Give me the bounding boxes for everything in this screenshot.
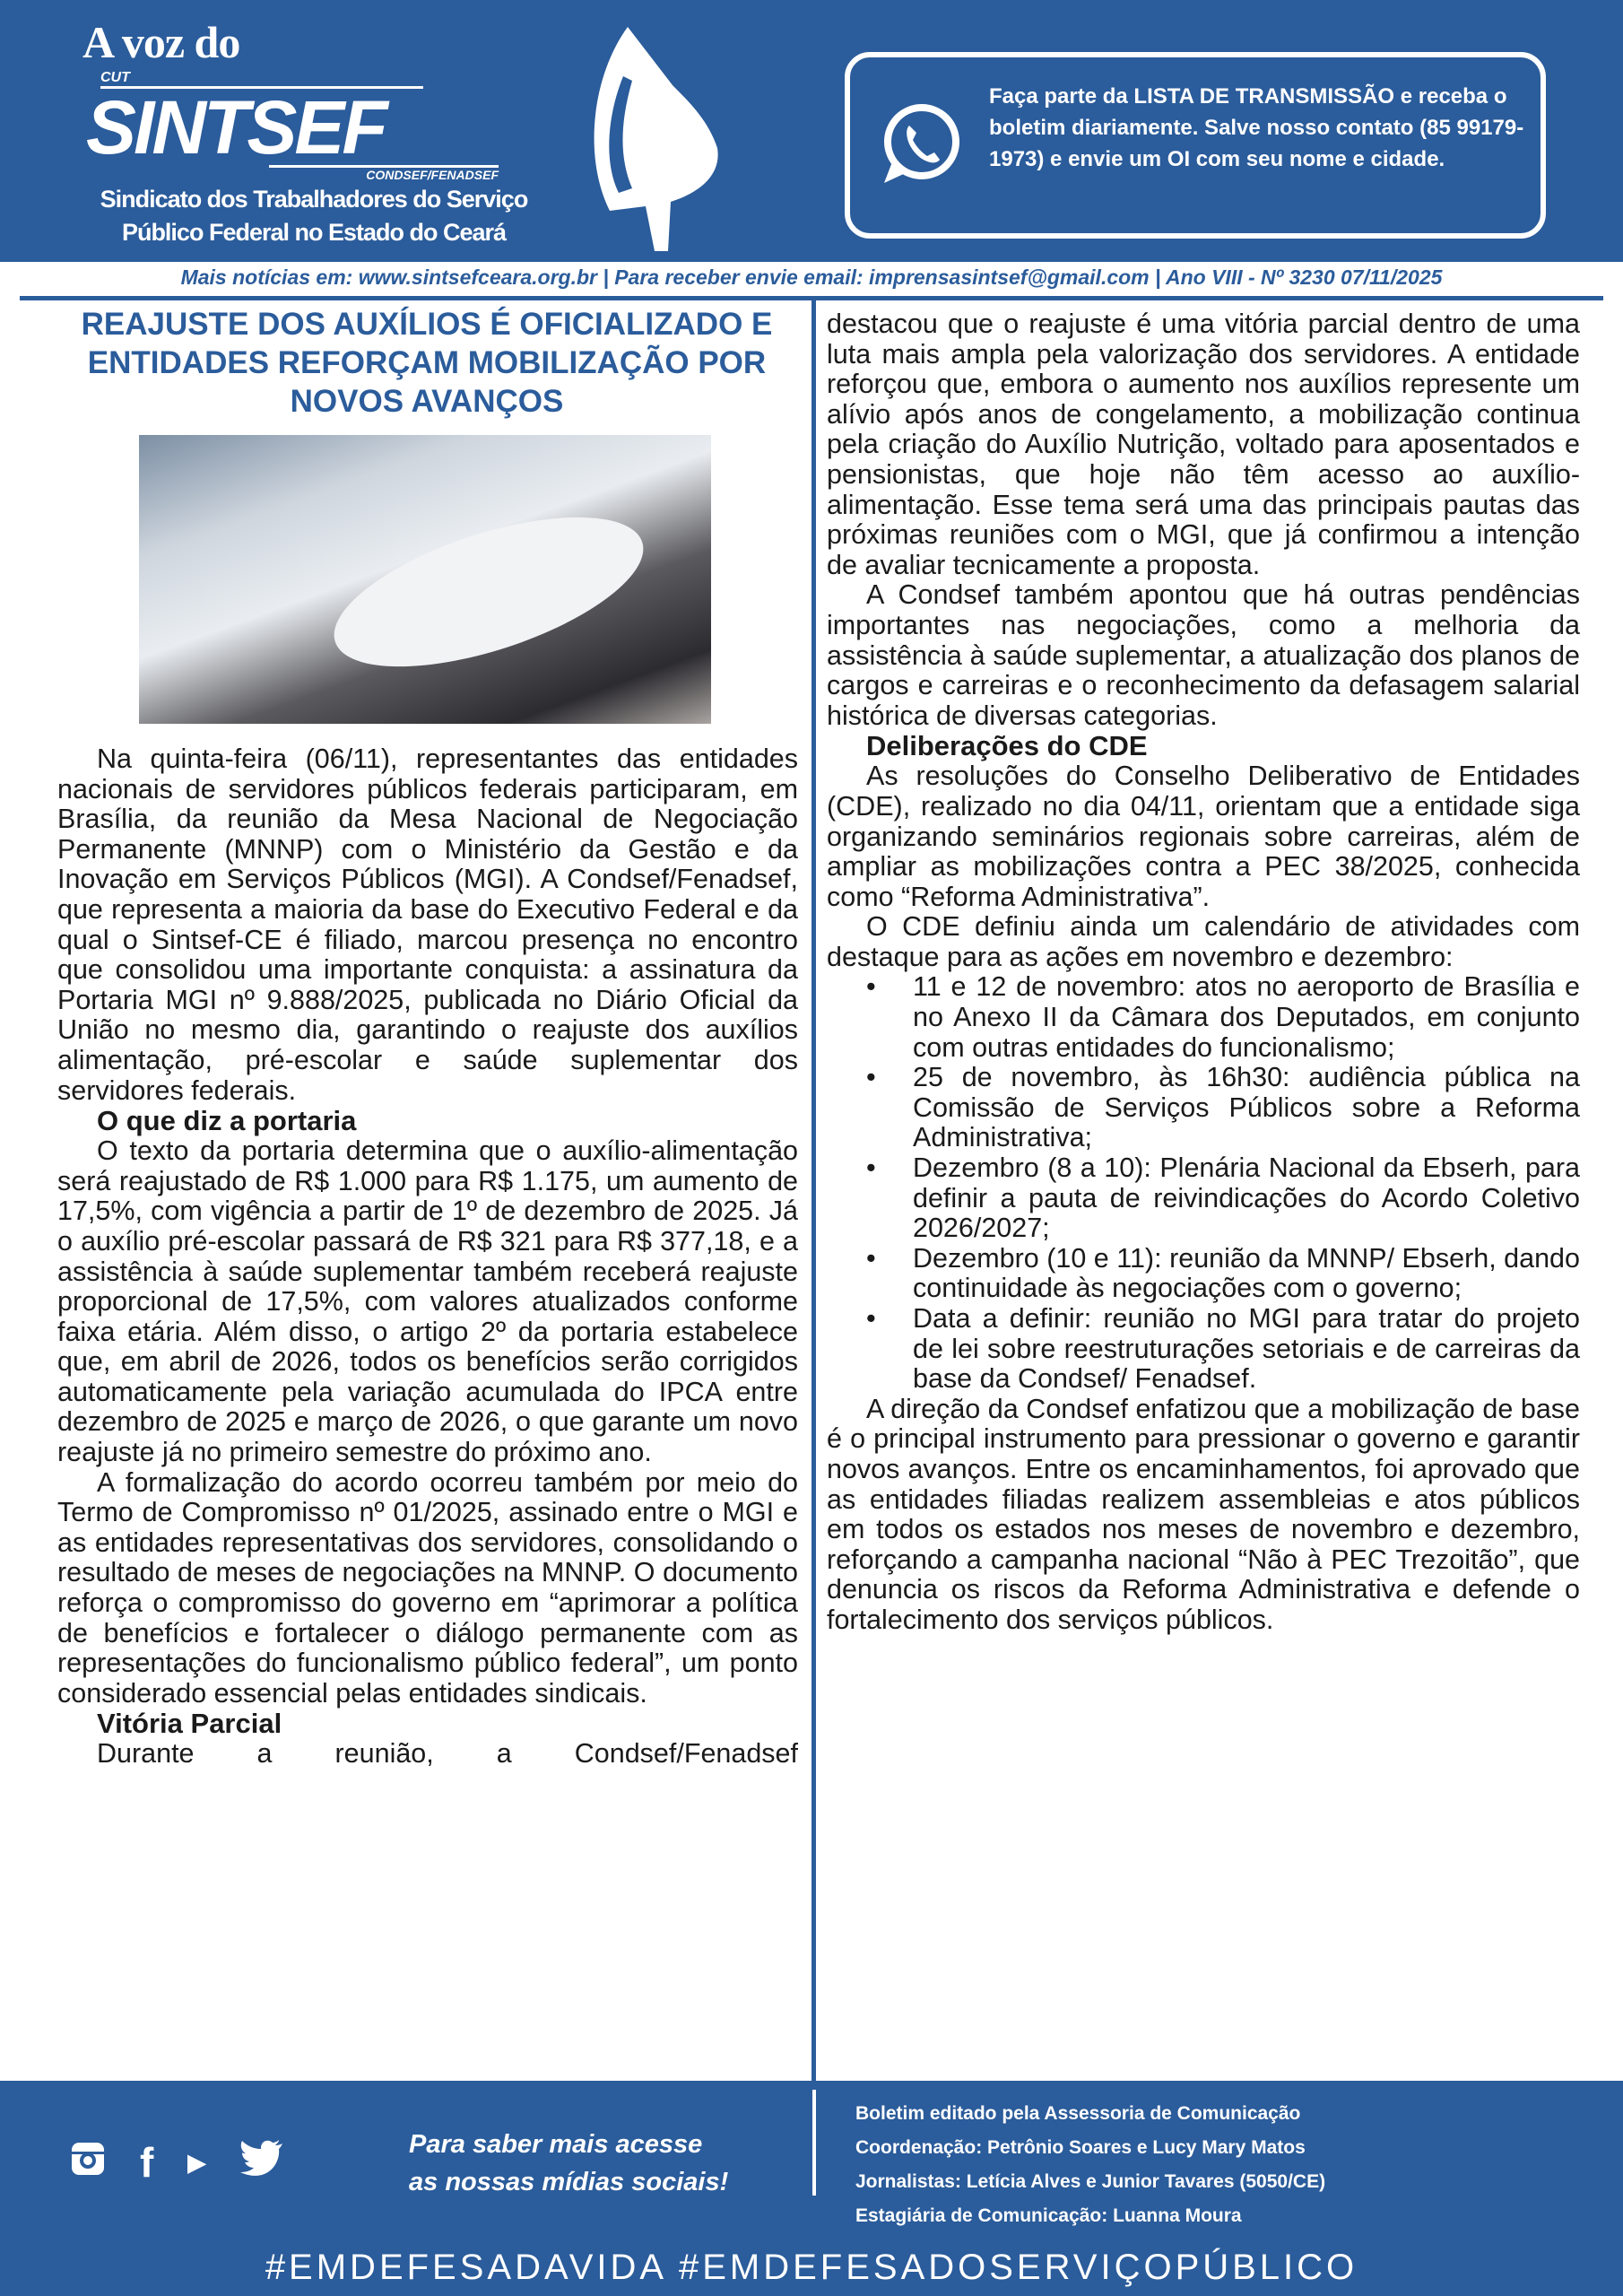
list-item: • Dezembro (10 e 11): reunião da MNNP/ Ebserh, dando continuidade às negociações com o governo;: [827, 1244, 1580, 1304]
megaphone-icon: [556, 22, 735, 256]
instagram-icon[interactable]: [70, 2138, 106, 2187]
paragraph: destacou que o reajuste é uma vitória parcial dentro de uma luta mais ampla pela valorização dos servidores. A entidade reforçou que, embora o aumento nos auxílios represente um alívio após anos de congelamento, a mobilização continua pela criação do Auxílio Nutrição, voltado para aposentados e pensionistas, que hoje não têm acesso ao auxílio-alimentação. Esse tema será uma das principais pautas das próximas reuniões com o MGI, que já confirmou a intenção de avaliar tecnicamente a proposta.: [827, 309, 1580, 580]
footer: [0, 2081, 1623, 2296]
list-item: • 25 de novembro, às 16h30: audiência pública na Comissão de Serviços Públicos sobre a Reforma Administrativa;: [827, 1063, 1580, 1153]
right-column: [827, 309, 1580, 1636]
section-heading: O que diz a portaria: [97, 1105, 357, 1137]
activity-list: [827, 972, 1580, 1394]
union-name-line-2: Público Federal no Estado do Ceará: [121, 219, 507, 246]
cut-label: CUT: [100, 70, 423, 89]
section-heading: Deliberações do CDE: [866, 730, 1148, 762]
union-name: [81, 183, 547, 249]
column-divider: [812, 300, 816, 2081]
list-item: • Dezembro (8 a 10): Plenária Nacional da Ebserh, para definir a pauta de reivindicações do Acordo Coletivo 2026/2027;: [827, 1153, 1580, 1244]
credit-line: Boletim editado pela Assessoria de Comunicação: [855, 2103, 1301, 2124]
union-name-line-1: Sindicato dos Trabalhadores do Serviço: [100, 186, 528, 213]
twitter-icon[interactable]: [239, 2138, 284, 2187]
paragraph: Na quinta-feira (06/11), representantes das entidades nacionais de servidores públicos federais participaram, em Brasília, da reunião da Mesa Nacional de Negociação Permanente (MNNP) com o Ministério da Gestão e da Inovação em Serviços Públicos (MGI). A Condsef/Fenadsef, que representa a maioria da base do Executivo Federal e da qual o Sintsef-CE é filiado, marcou presença no encontro que consolidou uma importante conquista: a assinatura da Portaria MGI nº 9.888/2025, publicada no Diário Oficial da União no mesmo dia, garantindo o reajuste dos auxílios alimentação, pré-escolar e saúde suplementar dos servidores federais.: [57, 744, 798, 1106]
masthead: [0, 0, 1623, 262]
facebook-icon[interactable]: f: [140, 2139, 154, 2186]
social-callout: [409, 2126, 728, 2201]
section-heading: Vitória Parcial: [97, 1708, 282, 1740]
paragraph: A direção da Condsef enfatizou que a mobilização de base é o principal instrumento para pressionar o governo e garantir novos avanços. Entre os encaminhamentos, foi aprovado que as entidades filiadas realizem assembleias e atos públicos em todos os estados nos meses de novembro e dezembro, reforçando a campanha nacional “Não à PEC Trezoitão”, que denuncia os riscos da Reforma Administrativa e defende o fortalecimento dos serviços públicos.: [827, 1393, 1580, 1635]
meeting-photo: [139, 435, 711, 724]
credit-line: Estagiária de Comunicação: Luanna Moura: [855, 2205, 1242, 2226]
youtube-icon[interactable]: ▶: [187, 2148, 206, 2176]
list-item: • 11 e 12 de novembro: atos no aeroporto de Brasília e no Anexo II da Câmara dos Deputados, em conjunto com outras entidades do funcionalismo;: [827, 972, 1580, 1063]
social-callout-line-1: Para saber mais acesse: [409, 2130, 703, 2159]
footer-divider: [812, 2090, 816, 2196]
paragraph: A formalização do acordo ocorreu também por meio do Termo de Compromisso nº 01/2025, assinado entre o MGI e as entidades representativas dos servidores, consolidando o resultado de meses de negociações na MNNP. O documento reforça o compromisso do governo em “aprimorar a política de benefícios e fortalecer o diálogo permanente com as representações do funcionalismo público federal”, um ponto considerado essencial pelas entidades sindicais.: [57, 1466, 798, 1709]
whatsapp-text: Faça parte da LISTA DE TRANSMISSÃO e receba o boletim diariamente. Salve nosso contato (85 99179-1973) e envie um OI com seu nome e cidade.: [989, 84, 1524, 171]
credits: [855, 2097, 1325, 2233]
credit-line: Coordenação: Petrônio Soares e Lucy Mary Matos: [855, 2137, 1306, 2158]
info-bar: Mais notícias em: www.sintsefceara.org.br | Para receber envie email: imprensasintsef@gmail.com | Ano VIII - Nº 3230 07/11/2025: [180, 265, 1443, 289]
list-item: • Data a definir: reunião no MGI para tratar do projeto de lei sobre reestruturações setoriais e de carreiras da base da Condsef/ Fenadsef.: [827, 1304, 1580, 1395]
social-callout-line-2: as nossas mídias sociais!: [409, 2168, 729, 2196]
left-column: [57, 744, 798, 1770]
credit-line: Jornalistas: Letícia Alves e Junior Tavares (5050/CE): [855, 2171, 1326, 2192]
brand-logo: SINTSEF: [86, 85, 386, 170]
paragraph: O texto da portaria determina que o auxílio-alimentação será reajustado de R$ 1.000 para R$ 1.175, um aumento de 17,5%, com vigência a partir de 1º de dezembro de 2025. Já o auxílio pré-escolar passará de R$ 321 para R$ 377,18, e a assistência à saúde suplementar também receberá reajuste proporcional de 17,5%, com valores atualizados conforme faixa etária. Além disso, o artigo 2º da portaria estabelece que, em abril de 2026, todos os benefícios serão corrigidos automaticamente pela variação acumulada do IPCA entre dezembro de 2025 e março de 2026, o que garante um novo reajuste já no primeiro semestre do próximo ano.: [57, 1135, 798, 1468]
paragraph: Durante a reunião, a Condsef/Fenadsef: [97, 1738, 798, 1770]
article-title: REAJUSTE DOS AUXÍLIOS É OFICIALIZADO E ENTIDADES REFORÇAM MOBILIZAÇÃO POR NOVOS AVANÇOS: [81, 307, 773, 419]
social-links: [70, 2138, 284, 2187]
whatsapp-icon: [877, 100, 963, 187]
hashtags: #EMDEFESADAVIDA #EMDEFESADOSERVIÇOPÚBLICO: [265, 2248, 1358, 2287]
paragraph: As resoluções do Conselho Deliberativo de Entidades (CDE), realizado no dia 04/11, orientam que a entidade siga organizando seminários regionais sobre carreiras, além de ampliar as mobilizações contra a PEC 38/2025, conhecida como “Reforma Administrativa”.: [827, 761, 1580, 912]
affiliation-label: CONDSEF/FENADSEF: [269, 165, 499, 182]
whatsapp-callout: [845, 52, 1546, 239]
masthead-kicker: A voz do: [82, 17, 240, 67]
paragraph: O CDE definiu ainda um calendário de atividades com destaque para as ações em novembro e dezembro:: [827, 911, 1580, 972]
paragraph: A Condsef também apontou que há outras pendências importantes nas negociações, como a melhoria da assistência à saúde suplementar, a atualização dos planos de cargos e carreiras e o reconhecimento da defasagem salarial histórica de diversas categorias.: [827, 579, 1580, 731]
